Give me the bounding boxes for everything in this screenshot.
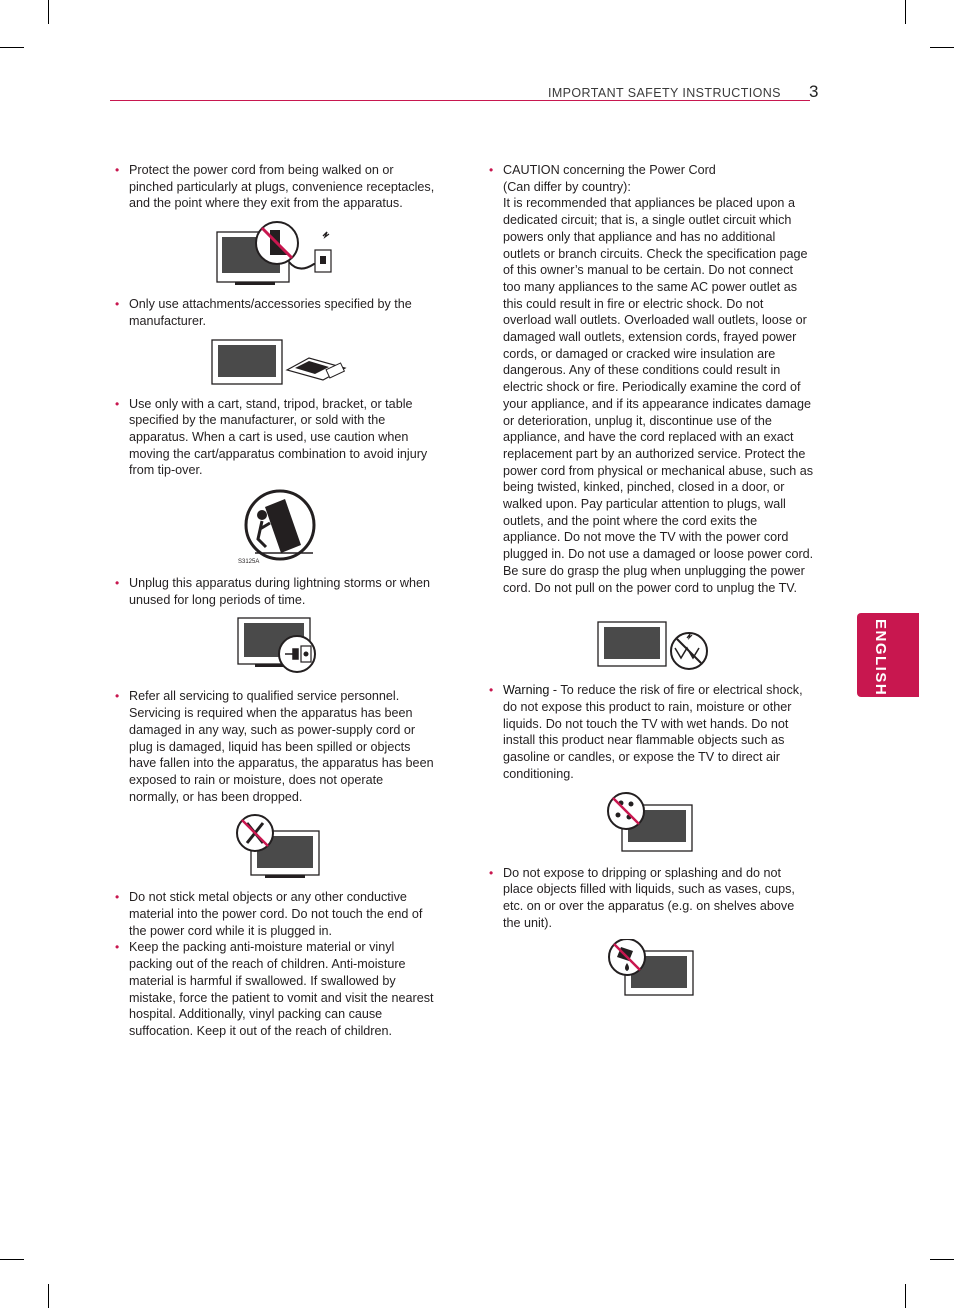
crop-mark [930,47,954,48]
no-liquid-objects-icon [489,939,814,999]
warning-body: - To reduce the risk of fire or electrical shock, do not expose this product to rain, moisture or other liquids. Do not touch the TV with wet hands. Do not install this product near flammable objects such as gasoline or candles, or expose the TV to direct air conditioning. [503,683,803,781]
list-item [115,688,435,805]
bullet-icon: • [489,163,494,177]
cart-label: S3125A [238,559,260,566]
item-text: Refer all servicing to qualified service personnel. Servicing is required when the apparatus has been damaged in any way, such as power-supply cord or plug is damaged, liquid has been spilled or objects have fallen into the apparatus, the apparatus has been exposed to rain or moisture, does not operate normally, or has been dropped. [129,689,434,804]
caution-body: It is recommended that appliances be placed upon a dedicated circuit; that is, a single outlet circuit which powers only that appliance and has no additional outlets or branch circuits. Check the specification page of this owner’s manual to be certain. Do not connect too many appliances to the same AC power outlet as this could result in fire or electric shock. Do not overload wall outlets. Overloaded wall outlets, loose or damaged wall outlets, extension cords, frayed power cords, or damaged or cracked wire insulation are dangerous. Any of these conditions could result in electric shock or fire. Periodically examine the cord of your appliance, and if its appearance indicates damage or deterioration, unplug it, discontinue use of the appliance, and have the cord replaced with an exact replacement part by an authorized service. Protect the power cord from physical or mechanical abuse, such as being twisted, kinked, pinched, closed in a door, or walked upon. Pay particular attention to plugs, wall outlets, and the point where the cord exits the appliance. Do not move the TV with the power cord plugged in. Do not use a damaged or loose power cord. Be sure do grasp the plug when unplugging the power cord. Do not pull on the power cord to unplug the TV. [503,196,814,595]
warning-label: Warning [503,683,550,698]
list-item [115,575,435,608]
bullet-icon: • [489,865,494,880]
crop-mark [905,0,906,24]
item-text: Do not stick metal objects or any other conductive material into the power cord. Do not touch the end of the power cord while it is plugged in. [129,890,423,938]
item-text: Keep the packing anti-moisture material or vinyl packing out of the reach of children. Anti-moisture material is harmful if swallowed. If swallowed by mistake, force the patient to vomit and visit the nearest hospital. Additionally, vinyl packing can cause suffocation. Keep it out of the reach of children. [129,940,434,1038]
unplug-tv-icon [115,616,435,678]
item-text: Protect the power cord from being walked on or pinched particularly at plugs, convenience receptacles, and the point where they exit from the apparatus. [129,163,435,211]
crop-mark [0,47,24,48]
bullet-icon: • [115,890,120,905]
crop-mark [48,0,49,24]
list-item [115,396,435,480]
item-text: Do not expose to dripping or splashing and do not place objects filled with liquids, such as vases, cups, etc. on or over the apparatus (e.g. on shelves above the unit). [503,865,795,930]
bullet-icon: • [489,683,494,698]
language-tab-label: ENGLISH [872,619,889,697]
no-self-service-icon [115,813,435,879]
header-rule [110,100,810,101]
crop-mark [905,1284,906,1308]
bullet-icon: • [115,297,120,312]
left-column [115,162,435,1040]
crop-mark [930,1259,954,1260]
caution-title: CAUTION concerning the Power Cord [503,163,716,177]
list-item [115,296,435,329]
list-item [115,939,435,1039]
header-title: IMPORTANT SAFETY INSTRUCTIONS [548,86,781,100]
list-item [115,889,435,939]
power-cord-stepped-on-icon [115,220,435,286]
list-item [489,865,814,932]
crop-mark [0,1259,24,1260]
no-rain-icon [489,791,814,855]
list-item [115,162,435,212]
item-text: Only use attachments/accessories specified by the manufacturer. [129,297,412,328]
item-text: Use only with a cart, stand, tripod, bracket, or table specified by the manufacturer, or sold with the apparatus. When a cart is used, use caution when moving the cart/apparatus combination to avoid injury from tip-over. [129,396,428,478]
bullet-icon: • [115,940,120,955]
right-column [489,162,814,1009]
bullet-icon: • [115,576,120,591]
language-tab [857,613,919,697]
bullet-icon: • [115,163,120,177]
accessories-icon [115,338,435,386]
page-number: 3 [809,82,819,101]
list-item [489,682,814,782]
tv-with-outlet-icon [489,618,814,672]
caution-subtitle: (Can differ by country): [503,179,631,194]
warning-text [503,682,814,782]
cart-tip-over-icon [115,487,435,565]
bullet-icon: • [115,396,120,411]
bullet-icon: • [115,689,120,704]
crop-mark [48,1284,49,1308]
list-item [489,162,814,596]
item-text: Unplug this apparatus during lightning storms or when unused for long periods of time. [129,576,431,607]
